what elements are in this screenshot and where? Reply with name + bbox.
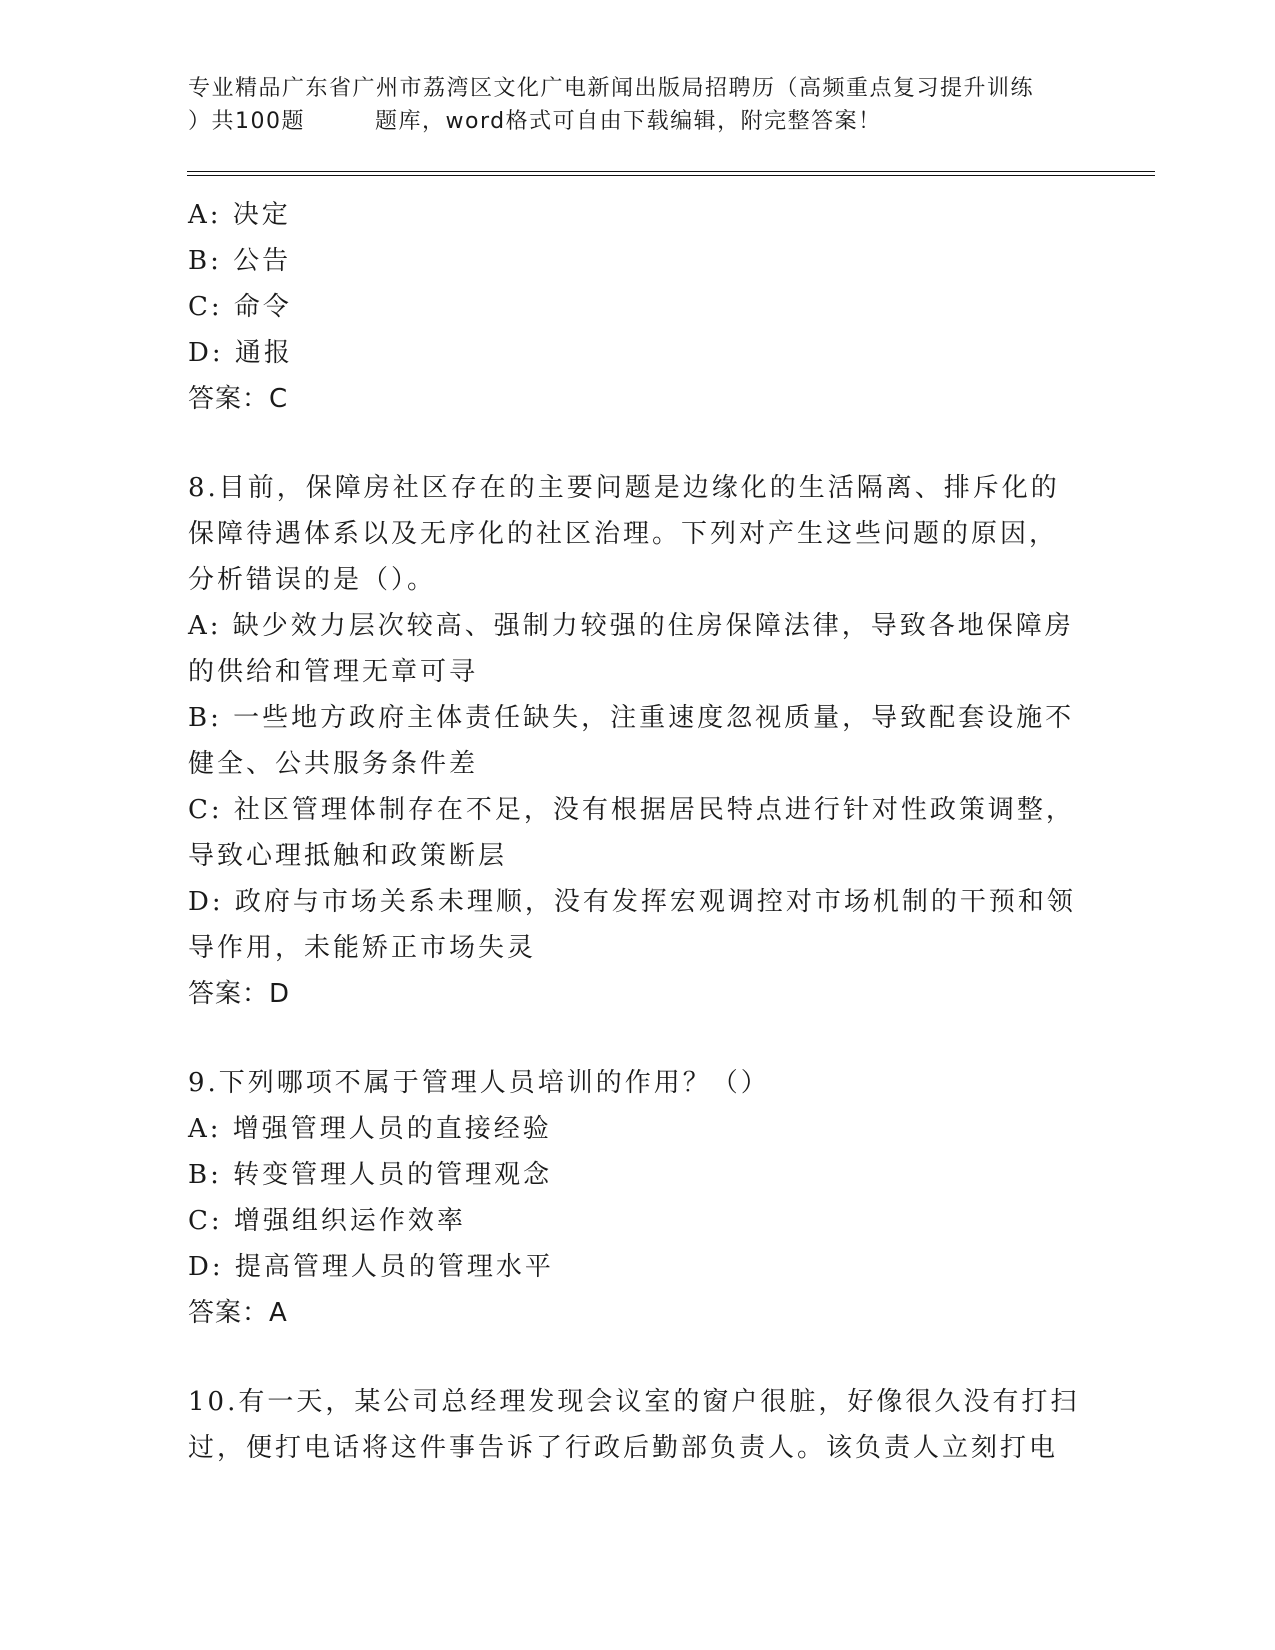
q8-option-c-line-2: 导致心理抵触和政策断层 <box>188 841 508 871</box>
q10-stem-line-2: 过，便打电话将这件事告诉了行政后勤部负责人。该负责人立刻打电 <box>188 1433 1059 1463</box>
q8-answer: 答案：D <box>188 979 291 1009</box>
question-spacer <box>188 1336 1088 1379</box>
header-line-1: 专业精品广东省广州市荔湾区文化广电新闻出版局招聘历（高频重点复习提升训练 <box>188 76 1035 101</box>
q8-stem-line-2: 保障待遇体系以及无序化的社区治理。下列对产生这些问题的原因， <box>188 519 1059 549</box>
q8-option-b-line-1: B: 一些地方政府主体责任缺失，注重速度忽视质量，导致配套设施不 <box>188 703 1075 733</box>
document-header <box>188 72 1088 138</box>
q8-stem-line-1: 8.目前，保障房社区存在的主要问题是边缘化的生活隔离、排斥化的 <box>188 473 1060 503</box>
question-spacer <box>188 1017 1088 1060</box>
q9-option-d: D: 提高管理人员的管理水平 <box>188 1252 554 1282</box>
q8-option-c-line-1: C: 社区管理体制存在不足，没有根据居民特点进行针对性政策调整， <box>188 795 1075 825</box>
q10-stem-line-1: 10.有一天，某公司总经理发现会议室的窗户很脏，好像很久没有打扫 <box>188 1387 1080 1417</box>
question-list <box>188 192 1088 1471</box>
q9-option-c: C: 增强组织运作效率 <box>188 1206 466 1236</box>
header-line-2 <box>188 105 1088 138</box>
question-spacer <box>188 422 1088 465</box>
q8-option-d-line-1: D: 政府与市场关系未理顺，没有发挥宏观调控对市场机制的干预和领 <box>188 887 1076 917</box>
question-8 <box>188 465 1088 1017</box>
question-7 <box>188 192 1088 422</box>
header-rule-bottom <box>187 175 1155 176</box>
question-9 <box>188 1060 1088 1336</box>
q7-option-a: A: 决定 <box>188 200 291 230</box>
q7-option-b: B: 公告 <box>188 246 292 276</box>
header-line-2-end: 题库，word格式可自由下载编辑，附完整答案！ <box>375 109 882 134</box>
q8-option-b-line-2: 健全、公共服务条件差 <box>188 749 479 779</box>
q8-option-d-line-2: 导作用，未能矫正市场失灵 <box>188 933 537 963</box>
q9-answer: 答案：A <box>188 1298 288 1328</box>
header-rule-top <box>187 171 1155 172</box>
q8-option-a-line-2: 的供给和管理无章可寻 <box>188 657 479 687</box>
header-line-2-start: ）共100题 <box>188 109 305 134</box>
q7-answer: 答案：C <box>188 384 289 414</box>
q7-option-d: D: 通报 <box>188 338 293 368</box>
q7-option-c: C: 命令 <box>188 292 292 322</box>
question-10 <box>188 1379 1088 1471</box>
q8-option-a-line-1: A: 缺少效力层次较高、强制力较强的住房保障法律，导致各地保障房 <box>188 611 1074 641</box>
q9-stem: 9.下列哪项不属于管理人员培训的作用？（） <box>188 1068 770 1098</box>
q9-option-a: A: 增强管理人员的直接经验 <box>188 1114 552 1144</box>
q9-option-b: B: 转变管理人员的管理观念 <box>188 1160 553 1190</box>
q8-stem-line-3: 分析错误的是（）。 <box>188 565 437 595</box>
